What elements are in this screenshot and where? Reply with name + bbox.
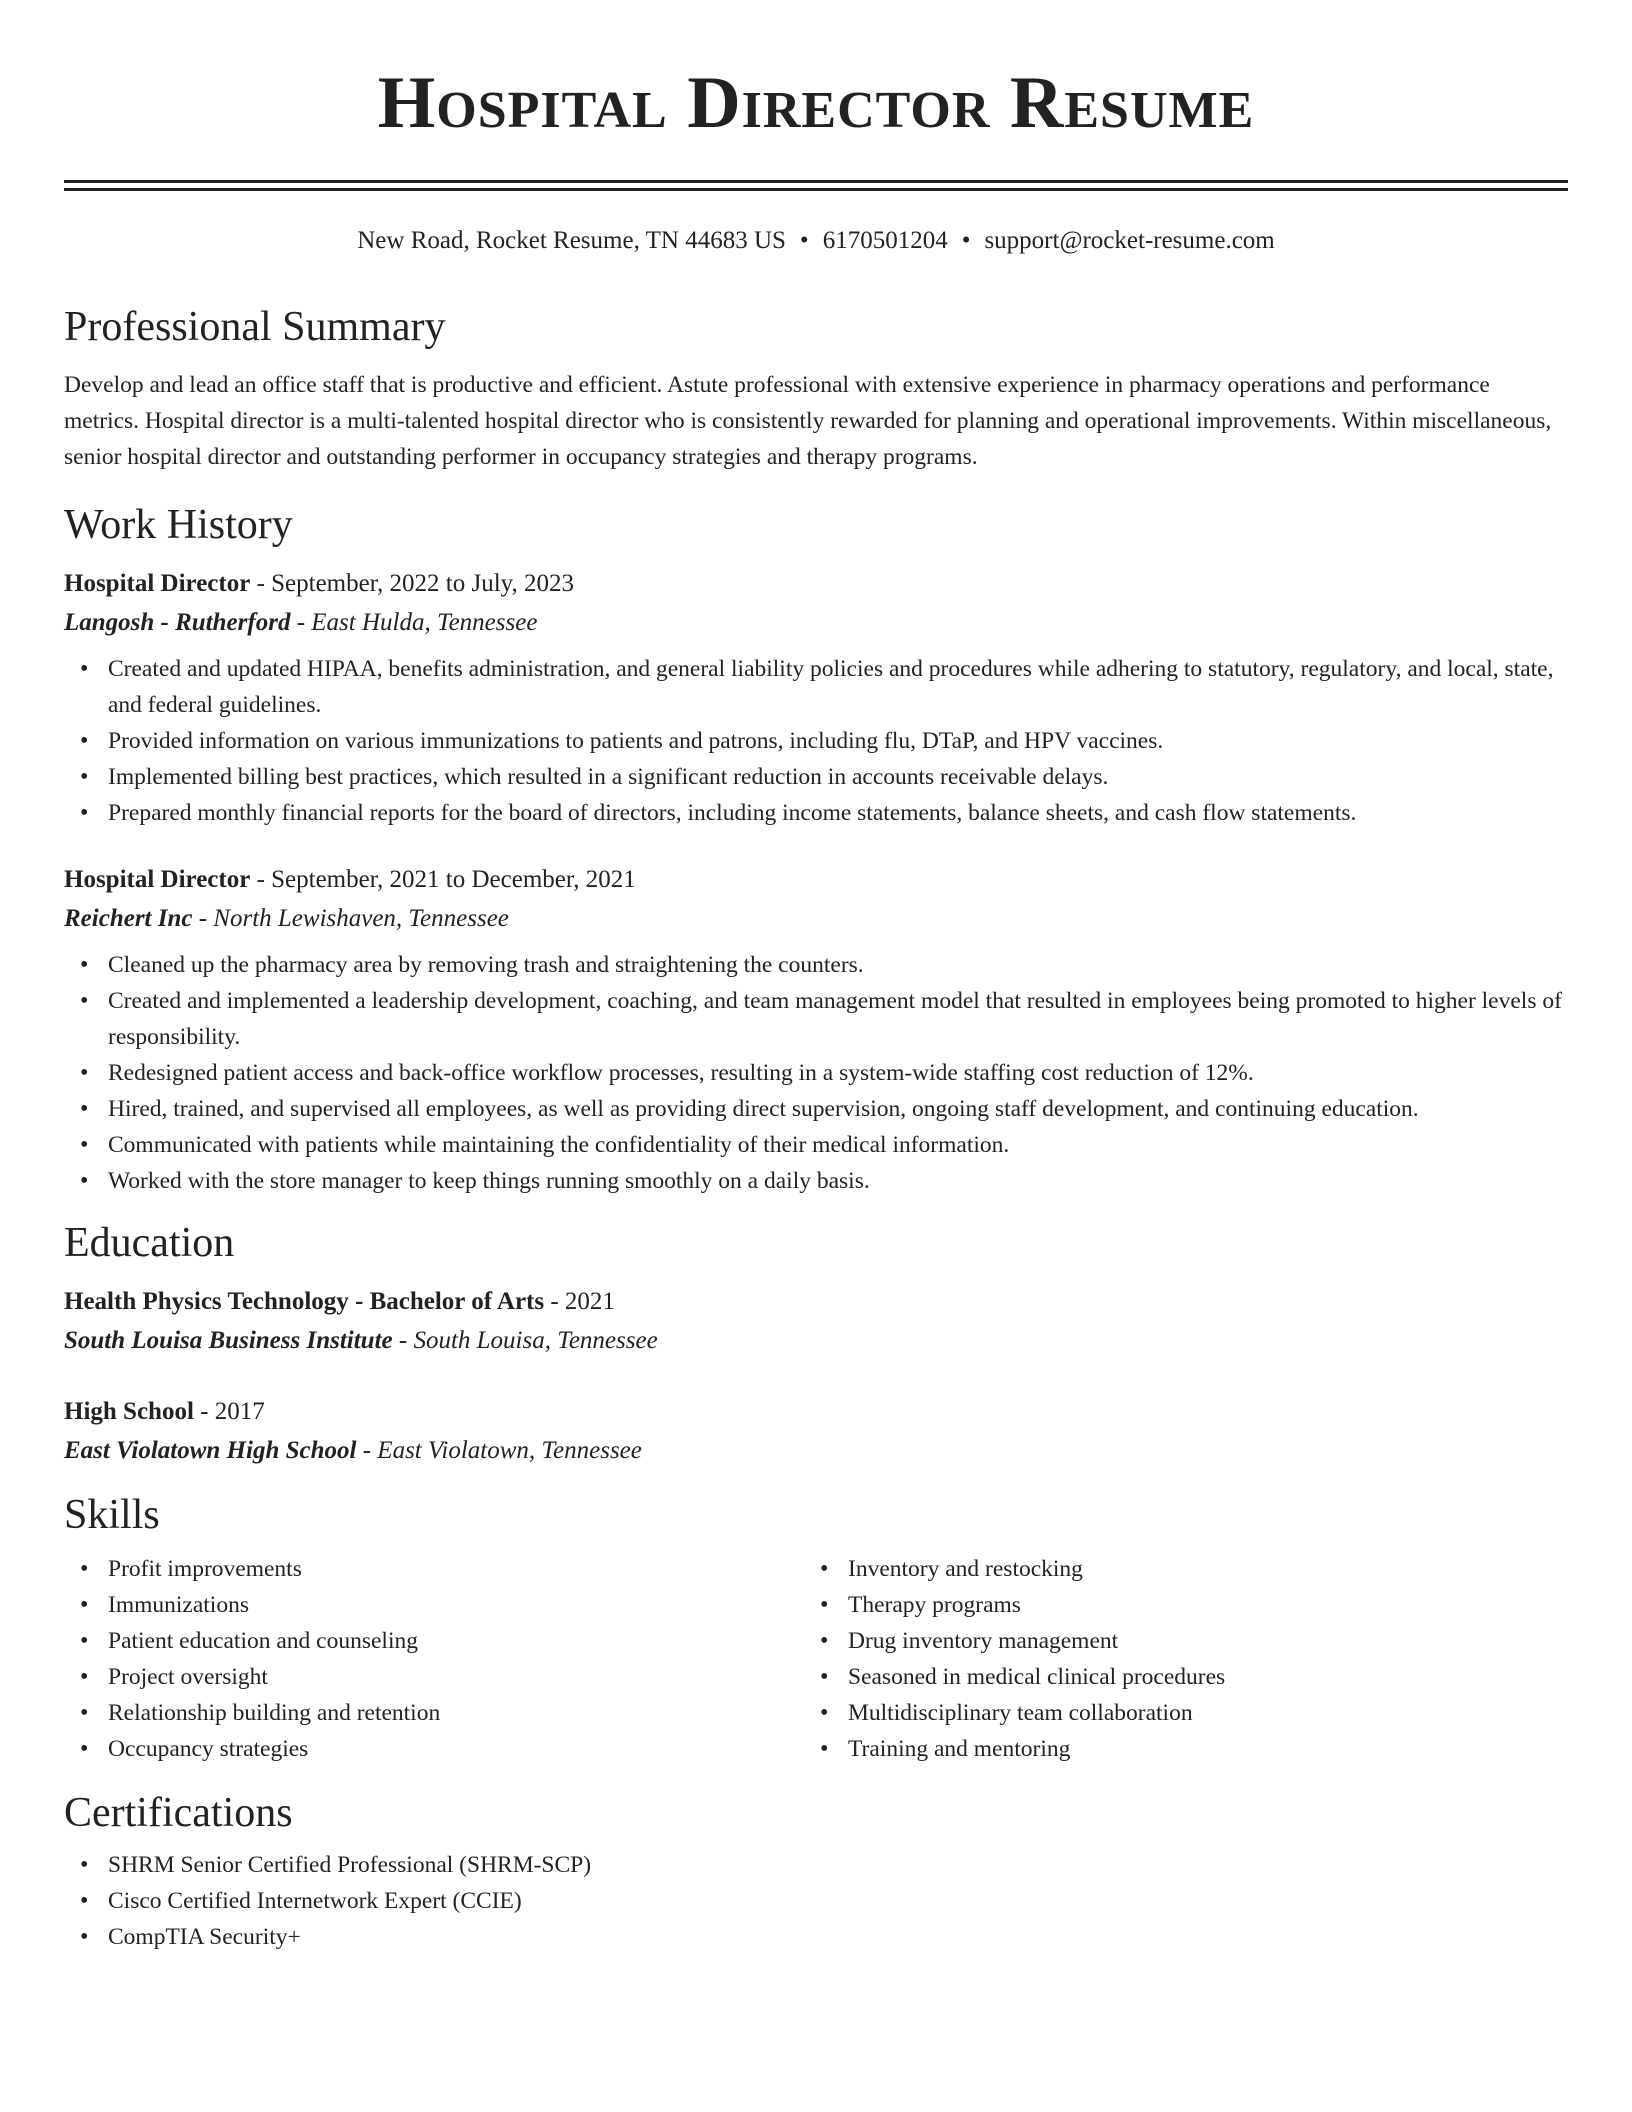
job-bullet: • Redesigned patient access and back-office workflow processes, resulting in a system-wide staffing cost reduction of 12%. xyxy=(108,1055,1568,1091)
section-heading-work-history: Work History xyxy=(64,502,293,548)
skill-item: • Drug inventory management xyxy=(848,1623,1544,1659)
skills-list xyxy=(804,1551,1544,1767)
job-bullet: • Implemented billing best practices, which resulted in a significant reduction in accounts receivable delays. xyxy=(108,759,1568,795)
skill-item: • Seasoned in medical clinical procedures xyxy=(848,1659,1544,1695)
job-location: - North Lewishaven, Tennessee xyxy=(192,905,509,932)
skill-item: • Project oversight xyxy=(108,1659,804,1695)
certifications-list xyxy=(64,1847,1568,1955)
section-heading-skills: Skills xyxy=(64,1492,160,1538)
job-bullet: • Worked with the store manager to keep things running smoothly on a daily basis. xyxy=(108,1163,1568,1199)
education-school-line xyxy=(64,1431,1568,1471)
job-employer-line xyxy=(64,603,1568,643)
contact-address: New Road, Rocket Resume, TN 44683 US xyxy=(357,227,786,254)
contact-phone: 6170501204 xyxy=(822,227,948,254)
job-bullet-list xyxy=(64,651,1568,831)
education-degree-line xyxy=(64,1283,1568,1321)
education-school: South Louisa Business Institute xyxy=(64,1327,393,1354)
education-degree: High School xyxy=(64,1398,194,1425)
job-dates: - September, 2021 to December, 2021 xyxy=(250,866,636,893)
education-school-line xyxy=(64,1321,1568,1361)
skill-item: • Therapy programs xyxy=(848,1587,1544,1623)
title-double-rule xyxy=(64,180,1568,191)
job-bullet: • Created and updated HIPAA, benefits administration, and general liability policies and procedures while adhering to statutory, regulatory, and local, state, and federal guidelines. xyxy=(108,651,1568,723)
job-position: Hospital Director xyxy=(64,866,251,893)
skill-item: • Immunizations xyxy=(108,1587,804,1623)
certification-item: • SHRM Senior Certified Professional (SHRM-SCP) xyxy=(108,1847,1568,1883)
education-degree-line xyxy=(64,1393,1568,1431)
skill-item: • Patient education and counseling xyxy=(108,1623,804,1659)
job-title-line xyxy=(64,565,1568,603)
section-heading-certifications: Certifications xyxy=(64,1790,293,1836)
contact-separator: • xyxy=(799,227,809,254)
job-bullet: • Hired, trained, and supervised all employees, as well as providing direct supervision, ongoing staff development, and continuing education. xyxy=(108,1091,1568,1127)
education-degree: Health Physics Technology - Bachelor of Arts xyxy=(64,1288,545,1315)
skill-item: • Occupancy strategies xyxy=(108,1731,804,1767)
education-entry xyxy=(64,1283,1568,1361)
education-school: East Violatown High School xyxy=(64,1437,357,1464)
education-location: - South Louisa, Tennessee xyxy=(392,1327,658,1354)
job-position: Hospital Director xyxy=(64,570,251,597)
job-title-line xyxy=(64,861,1568,899)
education-year: - 2021 xyxy=(544,1288,615,1315)
certification-item: • CompTIA Security+ xyxy=(108,1919,1568,1955)
job-employer: Reichert Inc xyxy=(64,905,193,932)
job-bullet: • Created and implemented a leadership development, coaching, and team management model that resulted in employees being promoted to higher levels of responsibility. xyxy=(108,983,1568,1055)
skills-column-right xyxy=(804,1551,1544,1767)
skills-columns xyxy=(64,1551,1568,1767)
resume-title: Hospital Director Resume xyxy=(377,62,1255,144)
job-location: - East Hulda, Tennessee xyxy=(290,609,538,636)
section-heading-education: Education xyxy=(64,1220,235,1266)
contact-separator: • xyxy=(961,227,971,254)
job-entry xyxy=(64,565,1568,831)
skills-column-left xyxy=(64,1551,804,1767)
job-bullet-list xyxy=(64,947,1568,1199)
education-year: - 2017 xyxy=(193,1398,265,1425)
job-entry xyxy=(64,861,1568,1199)
job-bullet: • Provided information on various immunizations to patients and patrons, including flu, DTaP, and HPV vaccines. xyxy=(108,723,1568,759)
summary-text: Develop and lead an office staff that is productive and efficient. Astute professional with extensive experience in pharmacy operations and performance metrics. Hospital director is a multi-talented hospital director who is consistently rewarded for planning and operational improvements. Within miscellaneous, senior hospital director and outstanding performer in occupancy strategies and therapy programs. xyxy=(64,372,1552,470)
section-heading-summary: Professional Summary xyxy=(64,304,446,350)
job-employer-line xyxy=(64,899,1568,939)
job-bullet: • Prepared monthly financial reports for the board of directors, including income statements, balance sheets, and cash flow statements. xyxy=(108,795,1568,831)
job-dates: - September, 2022 to July, 2023 xyxy=(250,570,575,597)
skill-item: • Inventory and restocking xyxy=(848,1551,1544,1587)
education-location: - East Violatown, Tennessee xyxy=(356,1437,642,1464)
job-bullet: • Cleaned up the pharmacy area by removing trash and straightening the counters. xyxy=(108,947,1568,983)
skill-item: • Training and mentoring xyxy=(848,1731,1544,1767)
education-entry xyxy=(64,1393,1568,1471)
skills-list xyxy=(64,1551,804,1767)
job-bullet: • Communicated with patients while maintaining the confidentiality of their medical information. xyxy=(108,1127,1568,1163)
contact-line xyxy=(64,225,1568,257)
skill-item: • Multidisciplinary team collaboration xyxy=(848,1695,1544,1731)
skill-item: • Relationship building and retention xyxy=(108,1695,804,1731)
contact-email: support@rocket-resume.com xyxy=(984,227,1275,254)
job-employer: Langosh - Rutherford xyxy=(64,609,291,636)
certification-item: • Cisco Certified Internetwork Expert (CCIE) xyxy=(108,1883,1568,1919)
skill-item: • Profit improvements xyxy=(108,1551,804,1587)
